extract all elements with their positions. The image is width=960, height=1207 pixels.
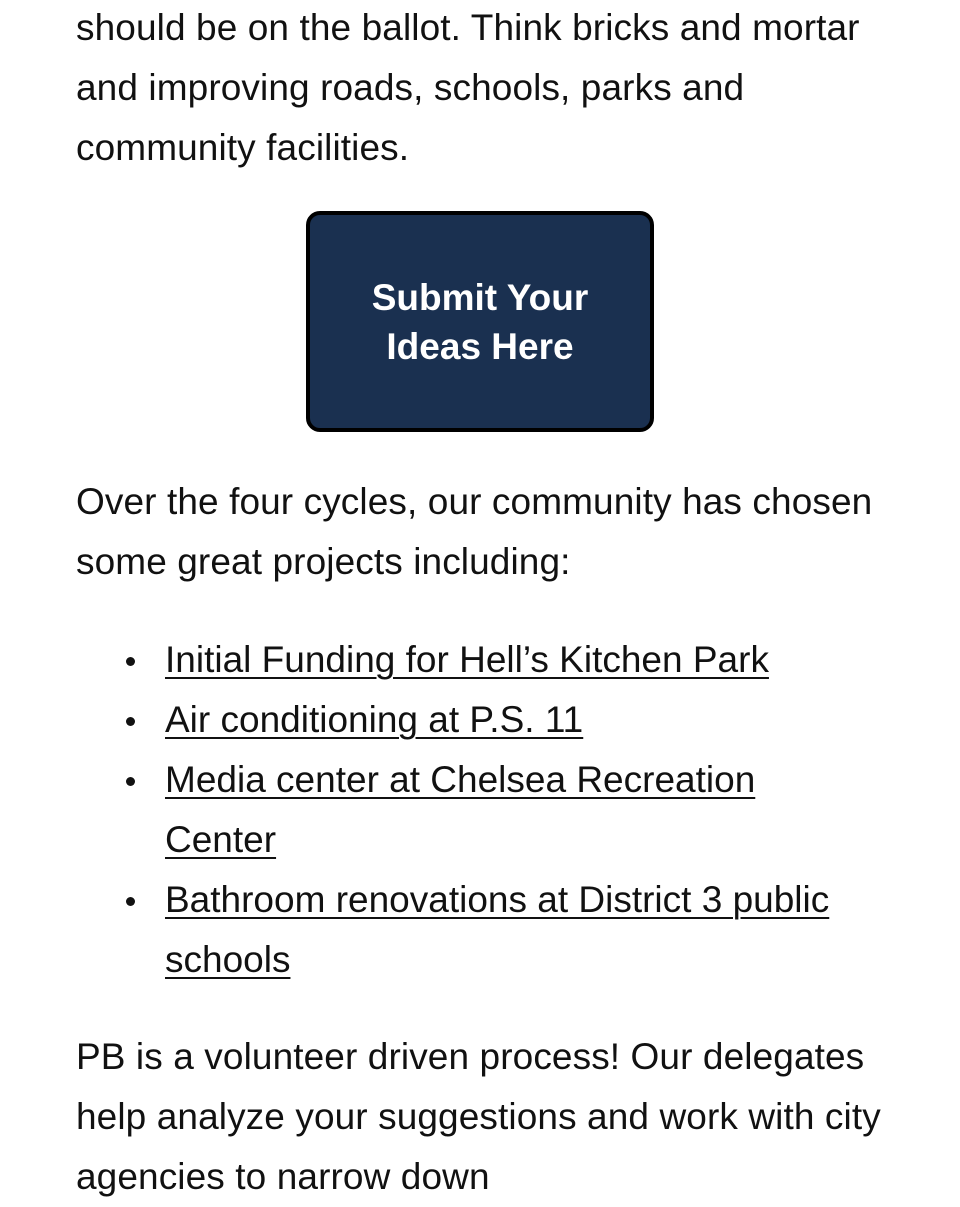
list-item — [165, 690, 845, 750]
bullet-icon — [126, 897, 135, 906]
intro-paragraph: should be on the ballot. Think bricks and mortar and improving roads, schools, parks and community facilities. — [76, 7, 860, 168]
bullet-icon — [126, 777, 135, 786]
project-link-hells-kitchen-park[interactable]: Initial Funding for Hell’s Kitchen Park — [165, 639, 769, 680]
bullet-icon — [126, 657, 135, 666]
cta-container — [76, 211, 884, 432]
project-list — [76, 630, 845, 990]
project-link-media-center[interactable]: Media center at Chelsea Recreation Center — [165, 759, 756, 860]
bullet-icon — [126, 717, 135, 726]
list-item — [165, 630, 845, 690]
submit-ideas-button[interactable]: Submit Your Ideas Here — [306, 211, 654, 432]
cycles-paragraph: Over the four cycles, our community has chosen some great projects including: — [76, 481, 873, 582]
list-item — [165, 750, 845, 870]
volunteer-paragraph: PB is a volunteer driven process! Our delegates help analyze your suggestions and work with city agencies to narrow down — [76, 1036, 881, 1197]
project-link-bathroom-renovations[interactable]: Bathroom renovations at District 3 public schools — [165, 879, 830, 980]
project-link-air-conditioning[interactable]: Air conditioning at P.S. 11 — [165, 699, 584, 740]
list-item — [165, 870, 845, 990]
article-body — [76, 0, 896, 1207]
